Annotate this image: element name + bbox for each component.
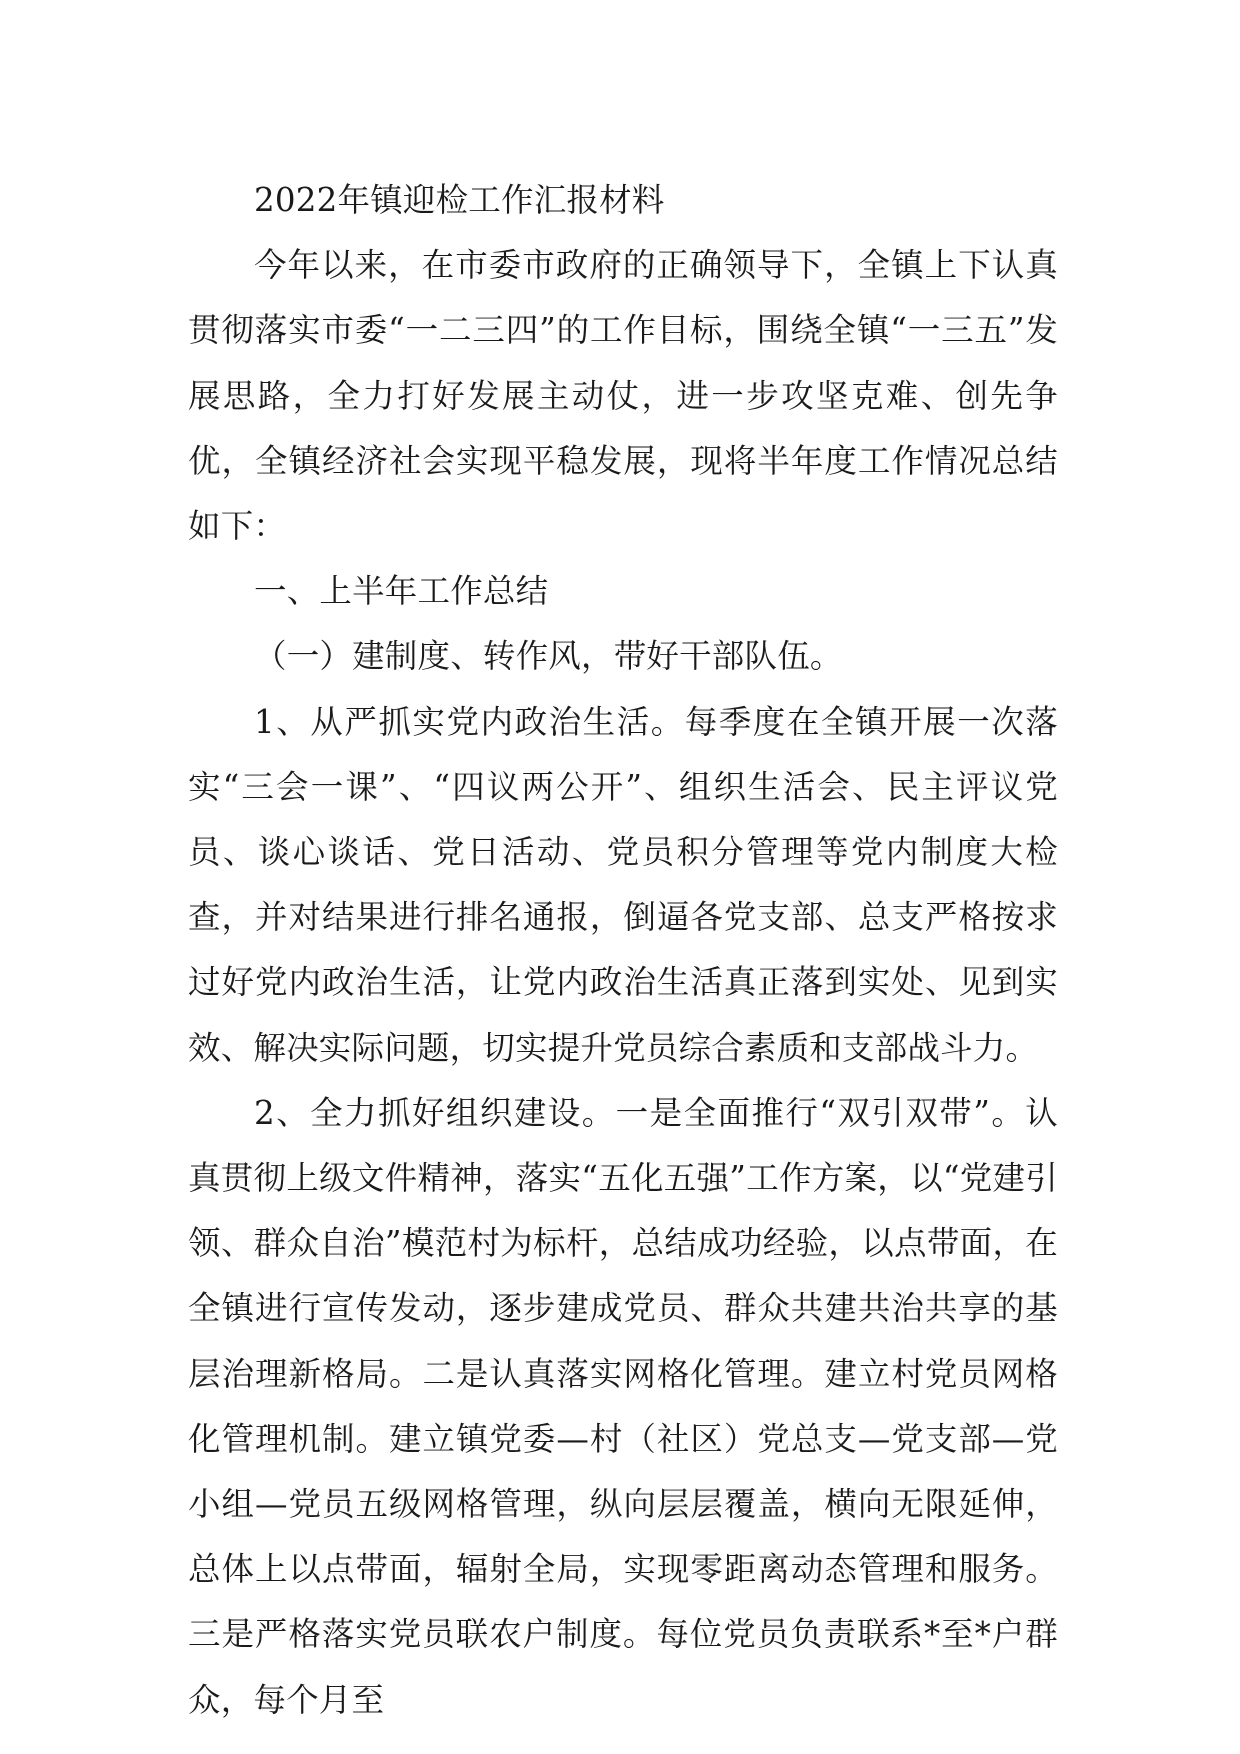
subsection-heading-1: （一）建制度、转作风，带好干部队伍。 (254, 637, 843, 676)
document-body (188, 168, 1058, 1733)
paragraph-intro: 今年以来，在市委市政府的正确领导下，全镇上下认真贯彻落实市委“一二三四”的工作目标，围绕全镇“一三五”发展思路，全力打好发展主动仗，进一步攻坚克难、创先争优，全镇经济社会实现平稳发展，现将半年度工作情况总结如下： (188, 246, 1058, 546)
section-heading-1: 一、上半年工作总结 (254, 572, 549, 611)
paragraph-item-1: 1、从严抓实党内政治生活。每季度在全镇开展一次落实“三会一课”、“四议两公开”、组织生活会、民主评议党员、谈心谈话、党日活动、党员积分管理等党内制度大检查，并对结果进行排名通报，倒逼各党支部、总支严格按求过好党内政治生活，让党内政治生活真正落到实处、见到实效、解决实际问题，切实提升党员综合素质和支部战斗力。 (188, 702, 1058, 1067)
paragraph-item-2: 2、全力抓好组织建设。一是全面推行“双引双带”。认真贯彻上级文件精神，落实“五化五强”工作方案，以“党建引领、群众自治”模范村为标杆，总结成功经验，以点带面，在全镇进行宣传发动，逐步建成党员、群众共建共治共享的基层治理新格局。二是认真落实网格化管理。建立村党员网格化管理机制。建立镇党委—村（社区）党总支—党支部—党小组—党员五级网格管理，纵向层层覆盖，横向无限延伸，总体上以点带面，辐射全局，实现零距离动态管理和服务。三是严格落实党员联农户制度。每位党员负责联系*至*户群众，每个月至 (188, 1093, 1058, 1719)
document-title: 2022年镇迎检工作汇报材料 (254, 181, 665, 219)
